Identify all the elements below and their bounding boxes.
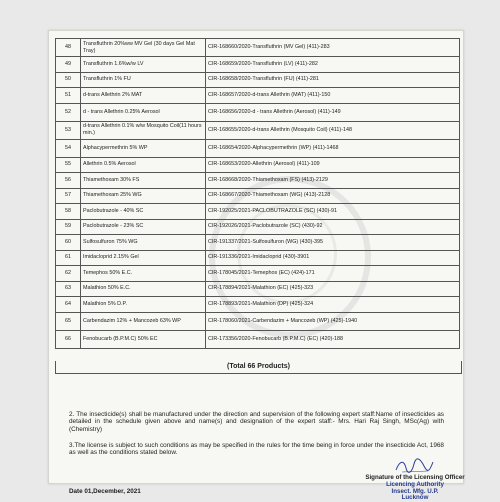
row-number: 48: [56, 39, 81, 57]
product-name: Malathion 50% E.C.: [81, 281, 206, 297]
cir-number: CIR-191337/2021-Sulfosulfuron (WG) (430)-395: [206, 235, 460, 251]
table-row: [56, 235, 460, 251]
product-name: d - trans Allethrin 0.25% Aerosol: [81, 103, 206, 121]
table-row: [56, 188, 460, 204]
handwritten-signature: [394, 456, 434, 474]
table-row: [56, 250, 460, 266]
product-table: [55, 38, 460, 349]
row-number: 56: [56, 173, 81, 189]
row-number: 61: [56, 250, 81, 266]
cir-number: CIR-173356/2020-Fenobucarb (B.P.M.C) (EC) (420)-188: [206, 330, 460, 348]
product-name: Temephos 50% E.C.: [81, 266, 206, 282]
total-products: (Total 66 Products): [55, 361, 462, 374]
cir-number: CIR-168657/2020-d-trans Allethrin (MAT) (411)-150: [206, 88, 460, 104]
table-row: [56, 204, 460, 220]
cir-number: CIR-168660/2020-Transfluthrin (MV Gel) (411)-283: [206, 39, 460, 57]
table-row: [56, 219, 460, 235]
cir-number: CIR-168667/2020-Thiamethoxam (WG) (413)-2128: [206, 188, 460, 204]
cir-number: CIR-178045/2021-Temephos (EC) (424)-171: [206, 266, 460, 282]
row-number: 64: [56, 297, 81, 313]
row-number: 53: [56, 121, 81, 139]
row-number: 59: [56, 219, 81, 235]
cir-number: CIR-168659/2020-Transfluthrin (LV) (411)-282: [206, 57, 460, 73]
signature-block: [349, 475, 481, 502]
row-number: 50: [56, 72, 81, 88]
row-number: 63: [56, 281, 81, 297]
row-number: 62: [56, 266, 81, 282]
cir-number: CIR-168668/2020-Thiamethoxam (FS) (413)-2129: [206, 173, 460, 189]
cir-number: CIR-168653/2020-Allethrin (Aerosol) (411)-109: [206, 157, 460, 173]
table-row: [56, 57, 460, 73]
cir-number: CIR-192026/2021-Paclobutrazole (SC) (430)-92: [206, 219, 460, 235]
row-number: 57: [56, 188, 81, 204]
cir-number: CIR-191336/2021-Imidacloprid (430)-3901: [206, 250, 460, 266]
authority-city: Lucknow: [401, 494, 429, 502]
product-name: Thiamethoxam 30% FS: [81, 173, 206, 189]
cir-number: CIR-168654/2020-Alphacypermethrin (WP) (411)-1468: [206, 139, 460, 157]
table-row: [56, 312, 460, 330]
cir-number: CIR-178060/2021-Carbendazim + Mancozeb (WP) (425)-1940: [206, 312, 460, 330]
expert-staff-paragraph: 2. The insecticide(s) shall be manufactured under the direction and supervision of the following expert staff:Name of insecticides as detailed in the schedule given above and name(s) and designation of the expert staff:- Mrs. Hari Raj Singh, MSc(Ag) with (Chemistry): [69, 411, 444, 433]
row-number: 65: [56, 312, 81, 330]
row-number: 66: [56, 330, 81, 348]
row-number: 52: [56, 103, 81, 121]
table-row: [56, 266, 460, 282]
table-row: [56, 121, 460, 139]
cir-number: CIR-168655/2020-d-trans Allethrin (Mosquito Coil) (411)-148: [206, 121, 460, 139]
cir-number: CIR-178893/2021-Malathion (DP) (425)-324: [206, 297, 460, 313]
cir-number: CIR-168656/2020-d - trans Allethrin (Aerosol) (411)-149: [206, 103, 460, 121]
table-row: [56, 281, 460, 297]
table-row: [56, 330, 460, 348]
license-conditions-paragraph: 3.The license is subject to such conditions as may be specified in the rules for the time being in force under the insecticide Act, 1968 as well as the conditions stated below.: [69, 442, 444, 457]
product-name: Allethrin 0.5% Aerosol: [81, 157, 206, 173]
product-name: Alphacypermethrin 5% WP: [81, 139, 206, 157]
product-name: d-trans Allethrin 2% MAT: [81, 88, 206, 104]
product-name: Transfluthrin 20%ww MV Gel (30 days Gel Mat Tray): [81, 39, 206, 57]
product-name: Paclobutrazole - 40% SC: [81, 204, 206, 220]
cir-number: CIR-178894/2021-Malathion (EC) (425)-323: [206, 281, 460, 297]
table-row: [56, 139, 460, 157]
product-name: Transfluthrin 1% FU: [81, 72, 206, 88]
product-name: Carbendazim 12% + Mancozeb 63% WP: [81, 312, 206, 330]
product-name: d-trans Allethrin 0.1% w/w Mosquito Coil(11 hours min.): [81, 121, 206, 139]
license-page: [48, 30, 465, 502]
product-name: Fenobucarb (B.P.M.C) 50% EC: [81, 330, 206, 348]
authority-department: Insect. Mfg. U.P.: [391, 487, 439, 495]
table-row: [56, 88, 460, 104]
row-number: 60: [56, 235, 81, 251]
row-number: 51: [56, 88, 81, 104]
table-row: [56, 72, 460, 88]
product-name: Transfluthrin 1.6%w/w LV: [81, 57, 206, 73]
table-row: [56, 173, 460, 189]
table-row: [56, 157, 460, 173]
product-name: Sulfosulfuron 75% WG: [81, 235, 206, 251]
row-number: 58: [56, 204, 81, 220]
row-number: 49: [56, 57, 81, 73]
cir-number: CIR-192025/2021-PACLOBUTRAZOLE (SC) (430)-91: [206, 204, 460, 220]
product-name: Thiamethoxam 25% WG: [81, 188, 206, 204]
product-name: Paclobutrazole - 23% SC: [81, 219, 206, 235]
product-name: Imidacloprid 2.15% Gel: [81, 250, 206, 266]
issue-date: Date 01,December, 2021: [69, 488, 141, 495]
table-row: [56, 39, 460, 57]
row-number: 55: [56, 157, 81, 173]
row-number: 54: [56, 139, 81, 157]
table-row: [56, 103, 460, 121]
table-row: [56, 297, 460, 313]
cir-number: CIR-168658/2020-Transfluthrin (FU) (411)-281: [206, 72, 460, 88]
product-name: Malathion 5% D.P.: [81, 297, 206, 313]
licensing-authority: Licencing Authority: [386, 480, 444, 488]
signature-title: Signature of the Licensing Officer: [365, 474, 465, 481]
